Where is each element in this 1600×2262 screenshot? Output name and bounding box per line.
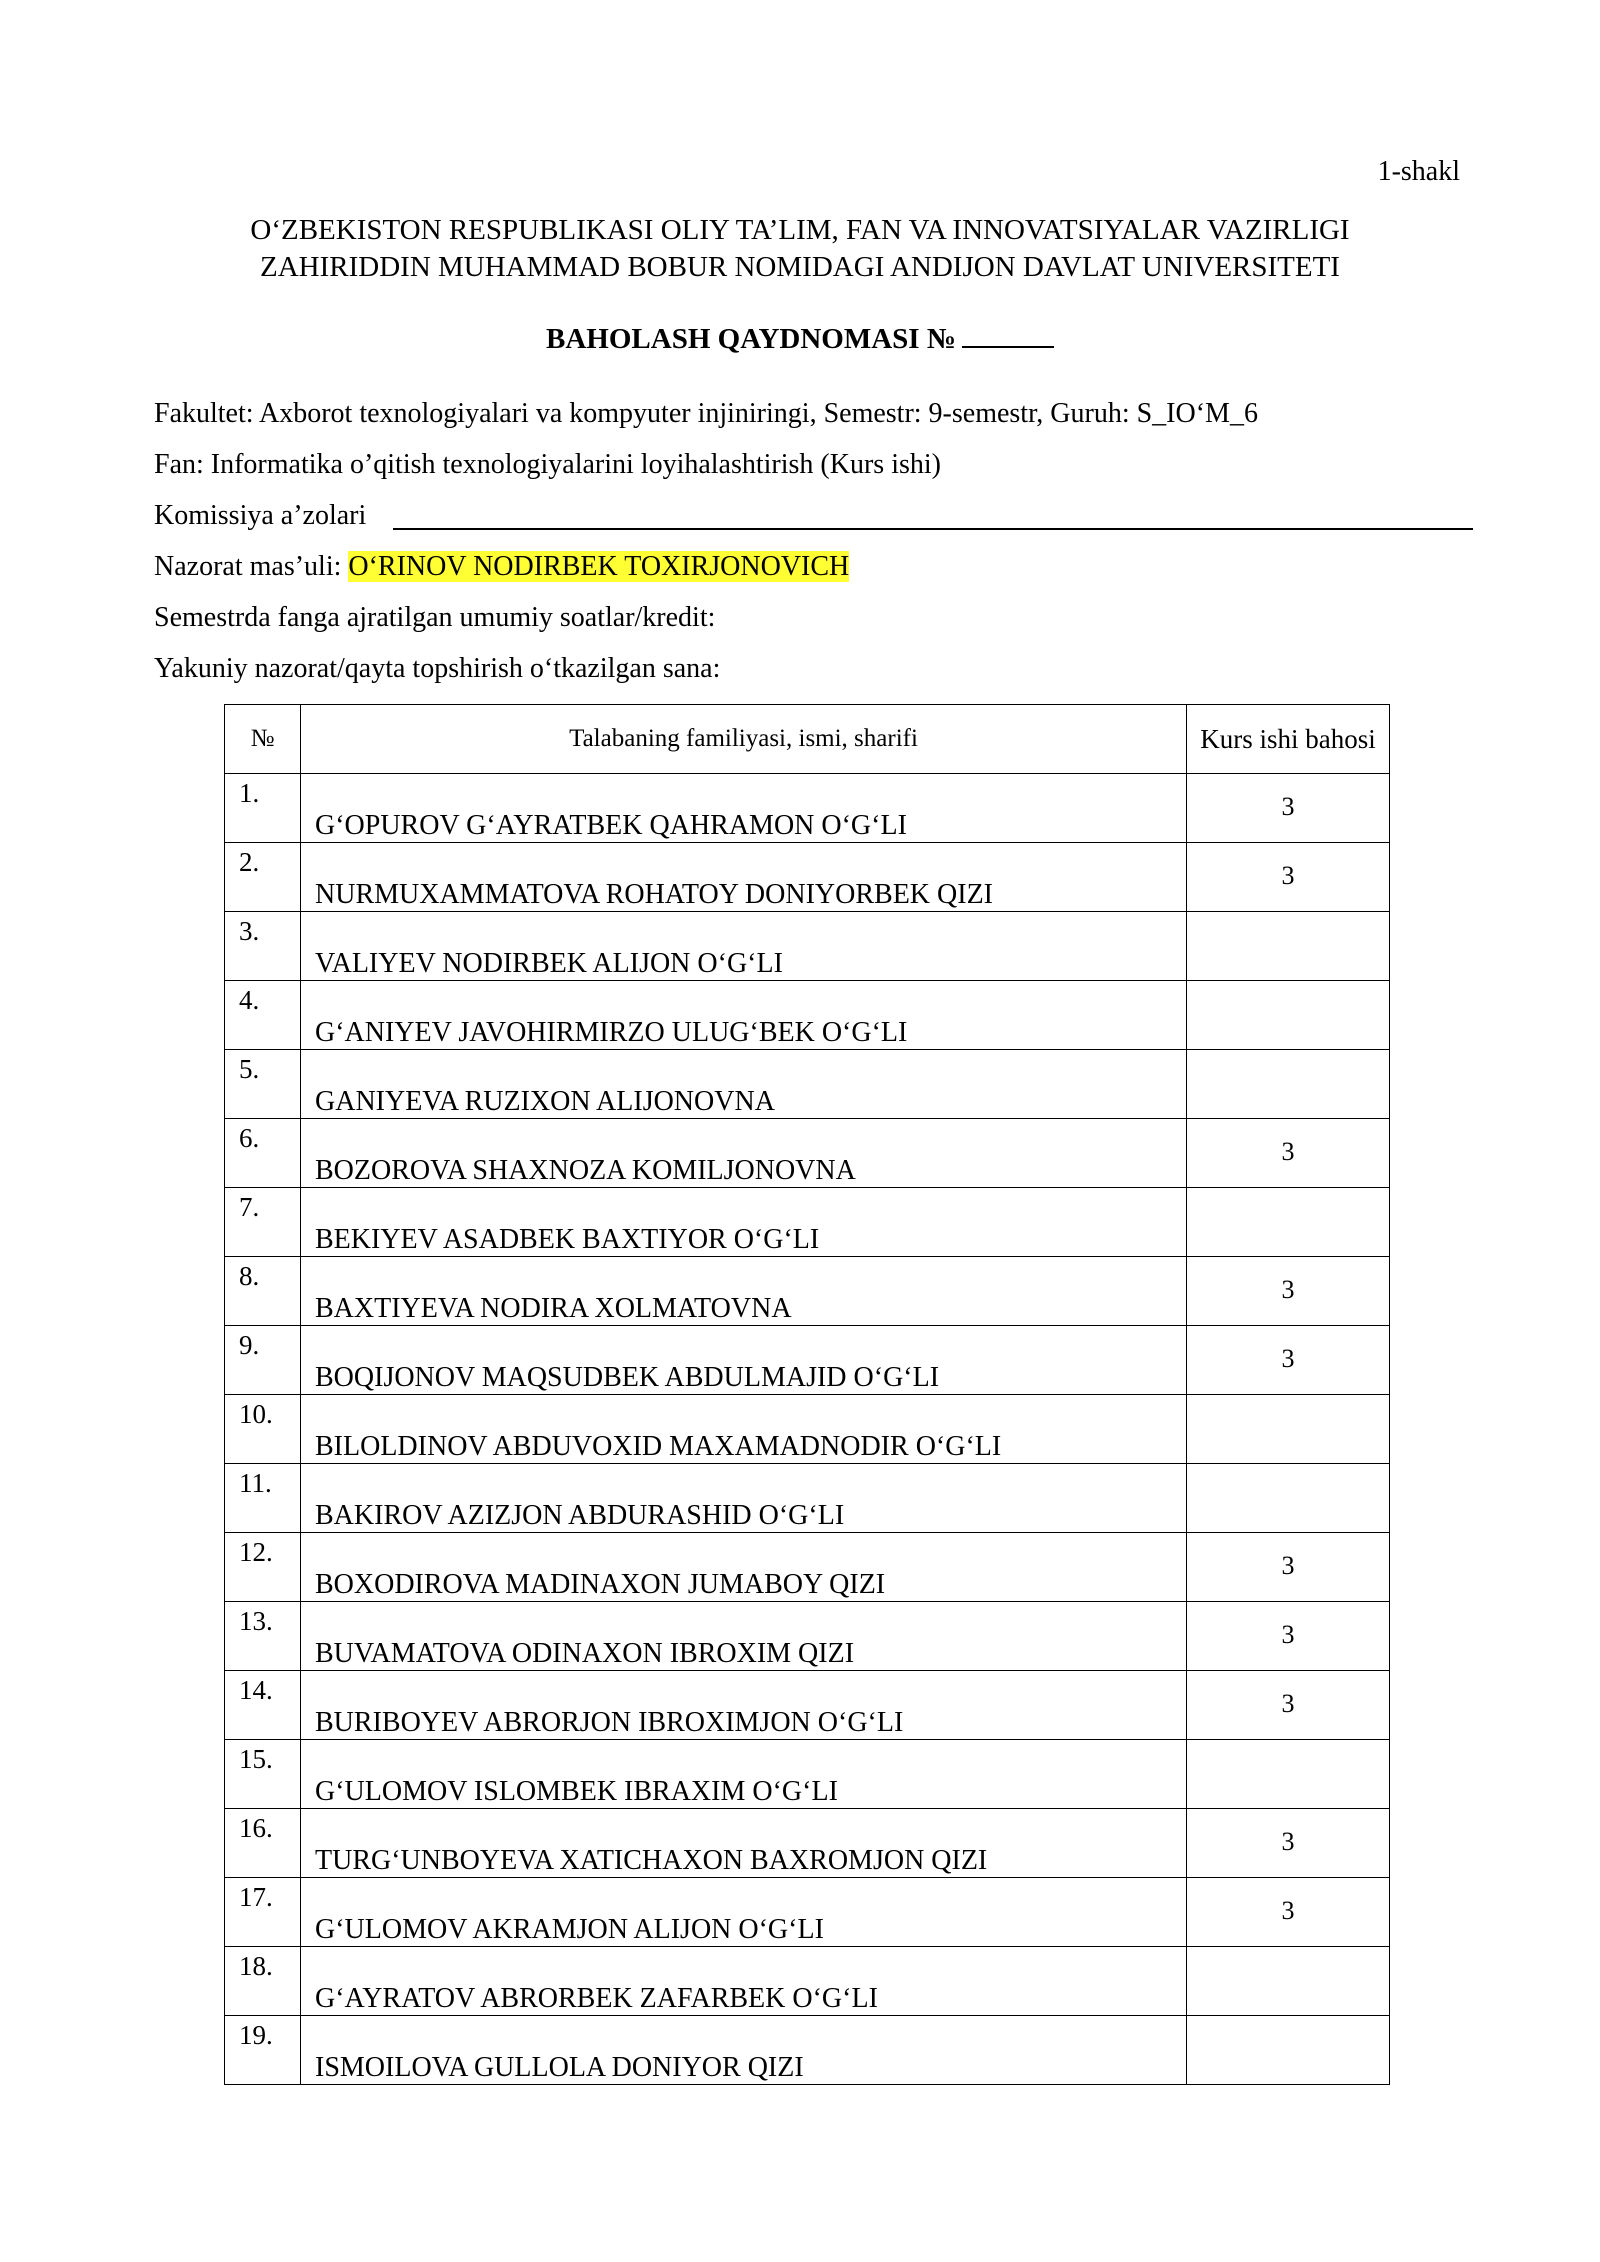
row-number-cell bbox=[225, 1050, 301, 1119]
student-name-cell bbox=[301, 774, 1187, 843]
grade-cell bbox=[1187, 843, 1390, 912]
header-student-name: Talabaning familiyasi, ismi, sharifi bbox=[301, 705, 1187, 774]
table-row bbox=[225, 1740, 1390, 1809]
row-number: 11. bbox=[239, 1468, 272, 1498]
student-name-cell bbox=[301, 1257, 1187, 1326]
row-number: 6. bbox=[239, 1123, 260, 1153]
table-row bbox=[225, 912, 1390, 981]
grade-value: 3 bbox=[1281, 1896, 1295, 1925]
student-name-cell bbox=[301, 1326, 1187, 1395]
grade-cell bbox=[1187, 1464, 1390, 1533]
table-row bbox=[225, 1188, 1390, 1257]
student-name-cell bbox=[301, 1740, 1187, 1809]
student-name-cell bbox=[301, 912, 1187, 981]
table-row bbox=[225, 1947, 1390, 2016]
grade-cell bbox=[1187, 1119, 1390, 1188]
student-name: BUVAMATOVA ODINAXON IBROXIM QIZI bbox=[315, 1638, 855, 1669]
row-number: 1. bbox=[239, 778, 260, 808]
supervisor-line bbox=[154, 551, 849, 583]
row-number: 8. bbox=[239, 1261, 260, 1291]
grade-cell bbox=[1187, 1878, 1390, 1947]
grade-value: 3 bbox=[1281, 1689, 1295, 1718]
student-name: BAKIROV AZIZJON ABDURASHID O‘G‘LI bbox=[315, 1500, 845, 1531]
row-number-cell bbox=[225, 1878, 301, 1947]
table-row bbox=[225, 1464, 1390, 1533]
row-number-cell bbox=[225, 981, 301, 1050]
row-number-cell bbox=[225, 1602, 301, 1671]
row-number-cell bbox=[225, 1257, 301, 1326]
grade-cell bbox=[1187, 1395, 1390, 1464]
row-number: 4. bbox=[239, 985, 260, 1015]
document-header bbox=[0, 212, 1600, 286]
student-name: BEKIYEV ASADBEK BAXTIYOR O‘G‘LI bbox=[315, 1224, 820, 1255]
table-row bbox=[225, 1533, 1390, 1602]
hours-line: Semestrda fanga ajratilgan umumiy soatlar/kredit: bbox=[154, 602, 716, 633]
table-row bbox=[225, 1119, 1390, 1188]
grade-cell bbox=[1187, 774, 1390, 843]
grade-value: 3 bbox=[1281, 861, 1295, 890]
student-name-cell bbox=[301, 2016, 1187, 2085]
table-body bbox=[225, 774, 1390, 2085]
row-number-cell bbox=[225, 1809, 301, 1878]
table-row bbox=[225, 1809, 1390, 1878]
student-name: BAXTIYEVA NODIRA XOLMATOVNA bbox=[315, 1293, 792, 1324]
student-name: BOZOROVA SHAXNOZA KOMILJONOVNA bbox=[315, 1155, 856, 1186]
row-number-cell bbox=[225, 1464, 301, 1533]
grade-value: 3 bbox=[1281, 1551, 1295, 1580]
row-number-cell bbox=[225, 1740, 301, 1809]
table-row bbox=[225, 1395, 1390, 1464]
table-row bbox=[225, 1050, 1390, 1119]
student-name-cell bbox=[301, 1602, 1187, 1671]
university-name: ZAHIRIDDIN MUHAMMAD BOBUR NOMIDAGI ANDIJON DAVLAT UNIVERSITETI bbox=[260, 251, 1340, 283]
grade-cell bbox=[1187, 1533, 1390, 1602]
title-text: BAHOLASH QAYDNOMASI № bbox=[546, 323, 956, 355]
student-name: ISMOILOVA GULLOLA DONIYOR QIZI bbox=[315, 2052, 804, 2083]
table-row bbox=[225, 1671, 1390, 1740]
row-number: 10. bbox=[239, 1399, 273, 1429]
row-number-cell bbox=[225, 1947, 301, 2016]
grade-cell bbox=[1187, 1602, 1390, 1671]
row-number-cell bbox=[225, 774, 301, 843]
table-row bbox=[225, 1326, 1390, 1395]
grade-cell bbox=[1187, 1671, 1390, 1740]
row-number: 3. bbox=[239, 916, 260, 946]
row-number: 14. bbox=[239, 1675, 273, 1705]
student-name-cell bbox=[301, 1119, 1187, 1188]
student-name: GANIYEVA RUZIXON ALIJONOVNA bbox=[315, 1086, 775, 1117]
supervisor-label: Nazorat mas’uli: bbox=[154, 551, 342, 582]
row-number-cell bbox=[225, 1533, 301, 1602]
grade-value: 3 bbox=[1281, 1344, 1295, 1373]
table-row bbox=[225, 774, 1390, 843]
grade-cell bbox=[1187, 1809, 1390, 1878]
student-name-cell bbox=[301, 843, 1187, 912]
grade-value: 3 bbox=[1281, 1827, 1295, 1856]
student-name-cell bbox=[301, 1188, 1187, 1257]
grade-cell bbox=[1187, 1740, 1390, 1809]
table-header-row bbox=[225, 705, 1390, 774]
student-name-cell bbox=[301, 1464, 1187, 1533]
row-number: 7. bbox=[239, 1192, 260, 1222]
grade-value: 3 bbox=[1281, 1620, 1295, 1649]
header-grade: Kurs ishi bahosi bbox=[1187, 705, 1390, 774]
grade-cell bbox=[1187, 1050, 1390, 1119]
row-number: 18. bbox=[239, 1951, 273, 1981]
table-row bbox=[225, 1602, 1390, 1671]
grade-cell bbox=[1187, 1188, 1390, 1257]
subject-line: Fan: Informatika o’qitish texnologiyalarini loyihalashtirish (Kurs ishi) bbox=[154, 449, 941, 480]
student-name: BOQIJONOV MAQSUDBEK ABDULMAJID O‘G‘LI bbox=[315, 1362, 940, 1393]
grade-value: 3 bbox=[1281, 792, 1295, 821]
student-name: G‘ULOMOV ISLOMBEK IBRAXIM O‘G‘LI bbox=[315, 1776, 838, 1807]
student-name: G‘ULOMOV AKRAMJON ALIJON O‘G‘LI bbox=[315, 1914, 824, 1945]
student-name: BURIBOYEV ABRORJON IBROXIMJON O‘G‘LI bbox=[315, 1707, 904, 1738]
student-name-cell bbox=[301, 1947, 1187, 2016]
student-name: BILOLDINOV ABDUVOXID MAXAMADNODIR O‘G‘LI bbox=[315, 1431, 1002, 1462]
student-name: TURG‘UNBOYEVA XATICHAXON BAXROMJON QIZI bbox=[315, 1845, 988, 1876]
table-row bbox=[225, 1878, 1390, 1947]
table-row bbox=[225, 1257, 1390, 1326]
row-number: 9. bbox=[239, 1330, 260, 1360]
supervisor-name: O‘RINOV NODIRBEK TOXIRJONOVICH bbox=[348, 551, 850, 582]
commission-label: Komissiya a’zolari bbox=[154, 500, 367, 531]
row-number-cell bbox=[225, 1188, 301, 1257]
student-name: G‘OPUROV G‘AYRATBEK QAHRAMON O‘G‘LI bbox=[315, 810, 907, 841]
table-row bbox=[225, 843, 1390, 912]
record-number-blank bbox=[962, 322, 1054, 348]
student-name-cell bbox=[301, 1395, 1187, 1464]
student-name: BOXODIROVA MADINAXON JUMABOY QIZI bbox=[315, 1569, 886, 1600]
student-name-cell bbox=[301, 1878, 1187, 1947]
row-number-cell bbox=[225, 1395, 301, 1464]
row-number: 5. bbox=[239, 1054, 260, 1084]
student-name-cell bbox=[301, 1533, 1187, 1602]
row-number-cell bbox=[225, 1119, 301, 1188]
student-name: G‘ANIYEV JAVOHIRMIRZO ULUG‘BEK O‘G‘LI bbox=[315, 1017, 908, 1048]
grades-table bbox=[224, 704, 1390, 2085]
row-number-cell bbox=[225, 843, 301, 912]
row-number: 2. bbox=[239, 847, 260, 877]
document-title bbox=[0, 322, 1600, 356]
row-number-cell bbox=[225, 1326, 301, 1395]
grade-value: 3 bbox=[1281, 1275, 1295, 1304]
grade-cell bbox=[1187, 1947, 1390, 2016]
commission-blank bbox=[393, 528, 1473, 530]
row-number: 15. bbox=[239, 1744, 273, 1774]
row-number: 13. bbox=[239, 1606, 273, 1636]
table-row bbox=[225, 2016, 1390, 2085]
row-number-cell bbox=[225, 912, 301, 981]
student-name-cell bbox=[301, 1809, 1187, 1878]
grade-cell bbox=[1187, 981, 1390, 1050]
grade-value: 3 bbox=[1281, 1137, 1295, 1166]
row-number: 12. bbox=[239, 1537, 273, 1567]
row-number: 16. bbox=[239, 1813, 273, 1843]
faculty-line: Fakultet: Axborot texnologiyalari va kompyuter injiniringi, Semestr: 9-semestr, Guruh: S_IO‘M_6 bbox=[154, 398, 1258, 429]
row-number-cell bbox=[225, 1671, 301, 1740]
row-number: 17. bbox=[239, 1882, 273, 1912]
row-number: 19. bbox=[239, 2020, 273, 2050]
student-name-cell bbox=[301, 1050, 1187, 1119]
commission-line bbox=[154, 500, 366, 532]
grade-cell bbox=[1187, 2016, 1390, 2085]
student-name-cell bbox=[301, 1671, 1187, 1740]
date-line: Yakuniy nazorat/qayta topshirish o‘tkazilgan sana: bbox=[154, 653, 721, 684]
form-number: 1-shakl bbox=[1377, 156, 1460, 187]
student-name: G‘AYRATOV ABRORBEK ZAFARBEK O‘G‘LI bbox=[315, 1983, 878, 2014]
grade-cell bbox=[1187, 912, 1390, 981]
grade-cell bbox=[1187, 1326, 1390, 1395]
header-number: № bbox=[225, 705, 301, 774]
student-name: VALIYEV NODIRBEK ALIJON O‘G‘LI bbox=[315, 948, 783, 979]
row-number-cell bbox=[225, 2016, 301, 2085]
table-row bbox=[225, 981, 1390, 1050]
ministry-name: O‘ZBEKISTON RESPUBLIKASI OLIY TA’LIM, FAN VA INNOVATSIYALAR VAZIRLIGI bbox=[250, 214, 1350, 246]
student-name-cell bbox=[301, 981, 1187, 1050]
grade-cell bbox=[1187, 1257, 1390, 1326]
student-name: NURMUXAMMATOVA ROHATOY DONIYORBEK QIZI bbox=[315, 879, 994, 910]
